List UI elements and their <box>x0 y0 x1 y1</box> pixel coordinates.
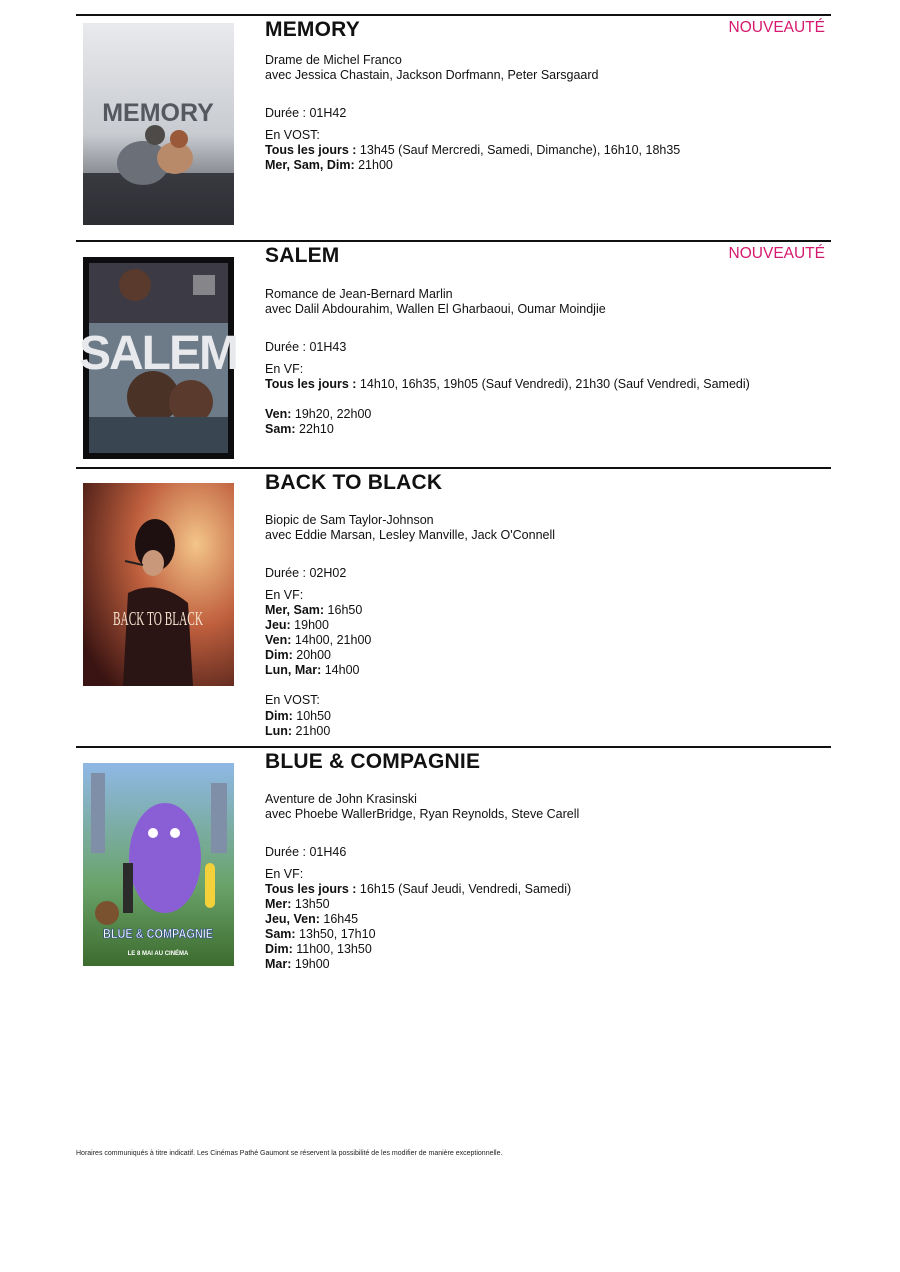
showtime-times: 13h45 (Sauf Mercredi, Samedi, Dimanche), 16h10, 18h35 <box>356 143 681 157</box>
showtime-times: 14h10, 16h35, 19h05 (Sauf Vendredi), 21h30 (Sauf Vendredi, Samedi) <box>356 377 750 391</box>
language-label: En VOST: <box>265 693 320 707</box>
disclaimer-footnote: Horaires communiqués à titre indicatif. Les Cinémas Pathé Gaumont se réservent la possibilité de les modifier de manière exceptionnelle. <box>76 1150 503 1157</box>
language-label: En VOST: <box>265 128 320 142</box>
movie-poster <box>83 763 234 966</box>
showtime-row <box>265 377 750 392</box>
showtime-days: Ven: <box>265 407 292 421</box>
showtime-days: Lun, Mar: <box>265 663 322 677</box>
svg-text:LE 8 MAI AU CINÉMA: LE 8 MAI AU CINÉMA <box>127 951 189 957</box>
showtime-times: 11h00, 13h50 <box>292 942 372 956</box>
showtime-days: Sam: <box>265 422 296 436</box>
showtime-times: 16h50 <box>324 603 363 617</box>
showtime-row <box>265 724 330 739</box>
svg-text:BACK TO BLACK: BACK TO BLACK <box>113 608 204 630</box>
poster-image <box>83 23 234 225</box>
svg-text:SALEM: SALEM <box>79 327 237 380</box>
showtime-times: 14h00 <box>321 663 360 677</box>
new-release-badge: NOUVEAUTÉ <box>728 245 825 262</box>
showtime-row <box>265 618 329 633</box>
showtime-times: 16h15 (Sauf Jeudi, Vendredi, Samedi) <box>356 882 572 896</box>
showtime-row <box>265 709 331 724</box>
cast: avec Eddie Marsan, Lesley Manville, Jack O'Connell <box>265 528 556 542</box>
showtime-row <box>265 422 334 437</box>
showtime-row <box>265 603 362 618</box>
new-release-badge: NOUVEAUTÉ <box>728 19 825 36</box>
showtime-times: 13h50, 17h10 <box>295 927 376 941</box>
duration: Durée : 01H42 <box>265 106 347 120</box>
movie-card-back-to-black <box>76 467 831 748</box>
showtime-row <box>265 633 371 648</box>
showtime-times: 22h10 <box>295 422 334 436</box>
svg-text:MEMORY: MEMORY <box>102 99 214 127</box>
language-label: En VF: <box>265 867 304 881</box>
showtime-row <box>265 143 680 158</box>
genre-director: Romance de Jean-Bernard Marlin <box>265 287 453 301</box>
poster-image <box>83 763 234 966</box>
showtime-days: Dim: <box>265 942 293 956</box>
showtime-days: Jeu: <box>265 618 291 632</box>
movie-poster <box>83 23 234 225</box>
movie-card-salem <box>76 240 831 468</box>
showtime-times: 21h00 <box>354 158 393 172</box>
duration: Durée : 01H46 <box>265 845 347 859</box>
showtime-times: 21h00 <box>292 724 331 738</box>
showtime-times: 19h00 <box>291 957 330 971</box>
genre-director: Biopic de Sam Taylor-Johnson <box>265 513 434 527</box>
showtime-row <box>265 927 376 942</box>
showtime-days: Ven: <box>265 633 292 647</box>
movie-title: SALEM <box>265 244 340 267</box>
showtime-days: Dim: <box>265 709 293 723</box>
language-label: En VF: <box>265 588 304 602</box>
showtime-days: Mer: <box>265 897 292 911</box>
showtime-row <box>265 648 331 663</box>
duration: Durée : 02H02 <box>265 566 347 580</box>
cast: avec Dalil Abdourahim, Wallen El Gharbaoui, Oumar Moindjie <box>265 302 606 316</box>
poster-image <box>83 483 234 686</box>
showtime-times: 20h00 <box>292 648 332 662</box>
poster-image <box>79 257 237 459</box>
showtime-row <box>265 957 330 972</box>
genre-director: Drame de Michel Franco <box>265 53 402 67</box>
showtime-days: Dim: <box>265 648 293 662</box>
svg-text:BLUE & COMPAGNIE: BLUE & COMPAGNIE <box>103 926 214 941</box>
showtime-row <box>265 942 372 957</box>
cast: avec Jessica Chastain, Jackson Dorfmann, Peter Sarsgaard <box>265 68 599 82</box>
movie-poster <box>83 483 234 686</box>
showtime-row <box>265 407 371 422</box>
showtime-days: Mar: <box>265 957 292 971</box>
showtime-times: 19h00 <box>290 618 329 632</box>
showtime-days: Tous les jours : <box>265 377 357 391</box>
movie-title: MEMORY <box>265 18 360 41</box>
showtime-row <box>265 897 330 912</box>
showtime-days: Jeu, Ven: <box>265 912 320 926</box>
duration: Durée : 01H43 <box>265 340 347 354</box>
showtime-days: Tous les jours : <box>265 143 357 157</box>
showtime-row <box>265 158 393 173</box>
showtime-times: 16h45 <box>319 912 359 926</box>
showtime-days: Mer, Sam: <box>265 603 325 617</box>
showtime-row <box>265 912 358 927</box>
language-label: En VF: <box>265 362 304 376</box>
showtime-times: 19h20, 22h00 <box>291 407 372 421</box>
genre-director: Aventure de John Krasinski <box>265 792 417 806</box>
showtime-days: Sam: <box>265 927 296 941</box>
movie-card-blue-et-compagnie <box>76 746 831 988</box>
showtime-days: Lun: <box>265 724 293 738</box>
movie-card-memory <box>76 14 831 242</box>
showtime-days: Tous les jours : <box>265 882 357 896</box>
movie-title: BLUE & COMPAGNIE <box>265 750 481 773</box>
movie-title: BACK TO BLACK <box>265 471 443 494</box>
showtime-times: 13h50 <box>291 897 330 911</box>
showtime-times: 10h50 <box>292 709 332 723</box>
showtime-times: 14h00, 21h00 <box>291 633 372 647</box>
showtime-row <box>265 882 571 897</box>
showtime-days: Mer, Sam, Dim: <box>265 158 355 172</box>
showtime-row <box>265 663 359 678</box>
movie-poster <box>79 257 237 459</box>
cast: avec Phoebe WallerBridge, Ryan Reynolds, Steve Carell <box>265 807 580 821</box>
